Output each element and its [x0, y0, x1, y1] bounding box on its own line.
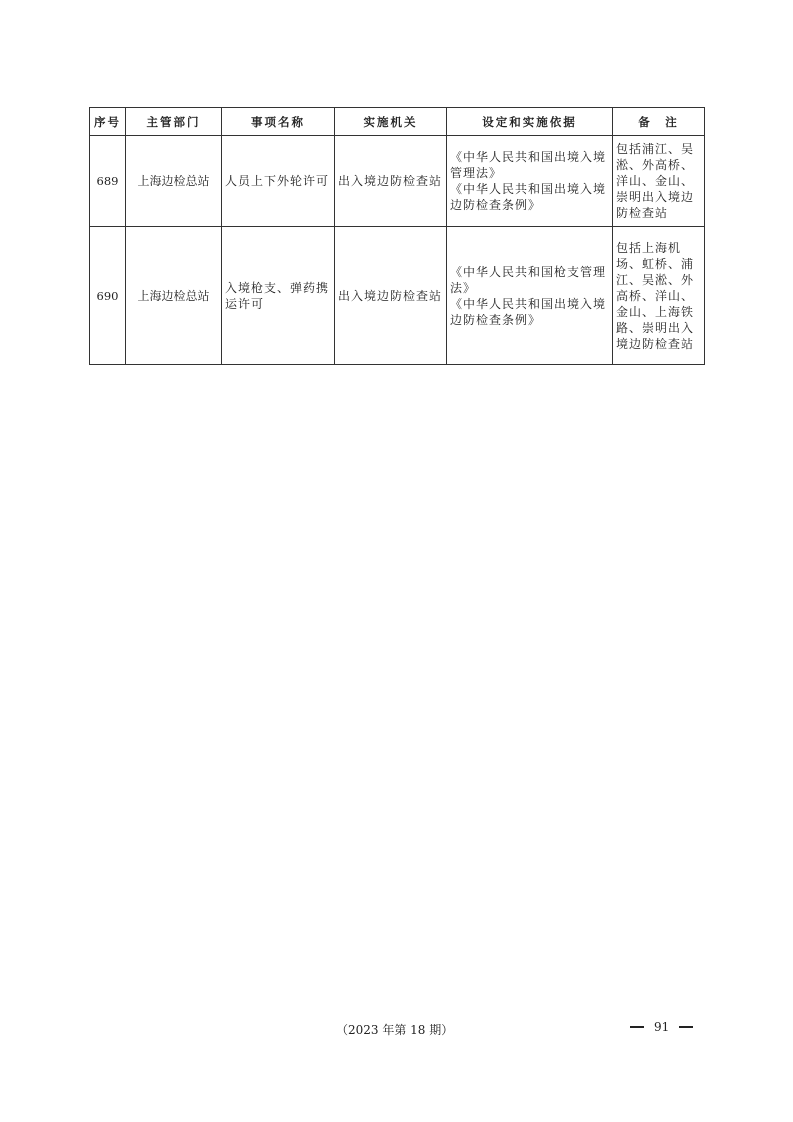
cell-serial: 689	[90, 136, 126, 227]
permit-table	[89, 107, 705, 365]
dash-right	[679, 1026, 693, 1028]
page-number-block	[630, 1020, 693, 1034]
table-header-row	[90, 108, 705, 136]
cell-item-name: 人员上下外轮许可	[222, 136, 335, 227]
header-note: 备 注	[613, 108, 705, 136]
cell-department: 上海边检总站	[126, 136, 222, 227]
header-serial: 序号	[90, 108, 126, 136]
cell-serial: 690	[90, 227, 126, 365]
basis-regulation: 《中华人民共和国出境入境边防检查条例》	[450, 182, 607, 212]
cell-basis	[447, 227, 613, 365]
cell-agency: 出入境边防检查站	[335, 136, 447, 227]
basis-law: 《中华人民共和国出境入境管理法》	[450, 150, 607, 180]
cell-item-name: 入境枪支、弹药携运许可	[222, 227, 335, 365]
cell-note: 包括浦江、吴淞、外高桥、洋山、金山、崇明出入境边防检查站	[613, 136, 705, 227]
header-item-name: 事项名称	[222, 108, 335, 136]
basis-law: 《中华人民共和国枪支管理法》	[450, 264, 607, 295]
table-row	[90, 227, 705, 365]
cell-department: 上海边检总站	[126, 227, 222, 365]
cell-basis	[447, 136, 613, 227]
table-row	[90, 136, 705, 227]
basis-regulation: 《中华人民共和国出境入境边防检查条例》	[450, 296, 607, 327]
dash-left	[630, 1026, 644, 1028]
issue-label: （2023 年第 18 期）	[336, 1023, 454, 1037]
cell-note: 包括上海机场、虹桥、浦江、吴淞、外高桥、洋山、金山、上海铁路、崇明出入境边防检查站	[613, 227, 705, 365]
header-basis: 设定和实施依据	[447, 108, 613, 136]
cell-agency: 出入境边防检查站	[335, 227, 447, 365]
page-number: 91	[654, 1020, 670, 1034]
header-agency: 实施机关	[335, 108, 447, 136]
header-department: 主管部门	[126, 108, 222, 136]
